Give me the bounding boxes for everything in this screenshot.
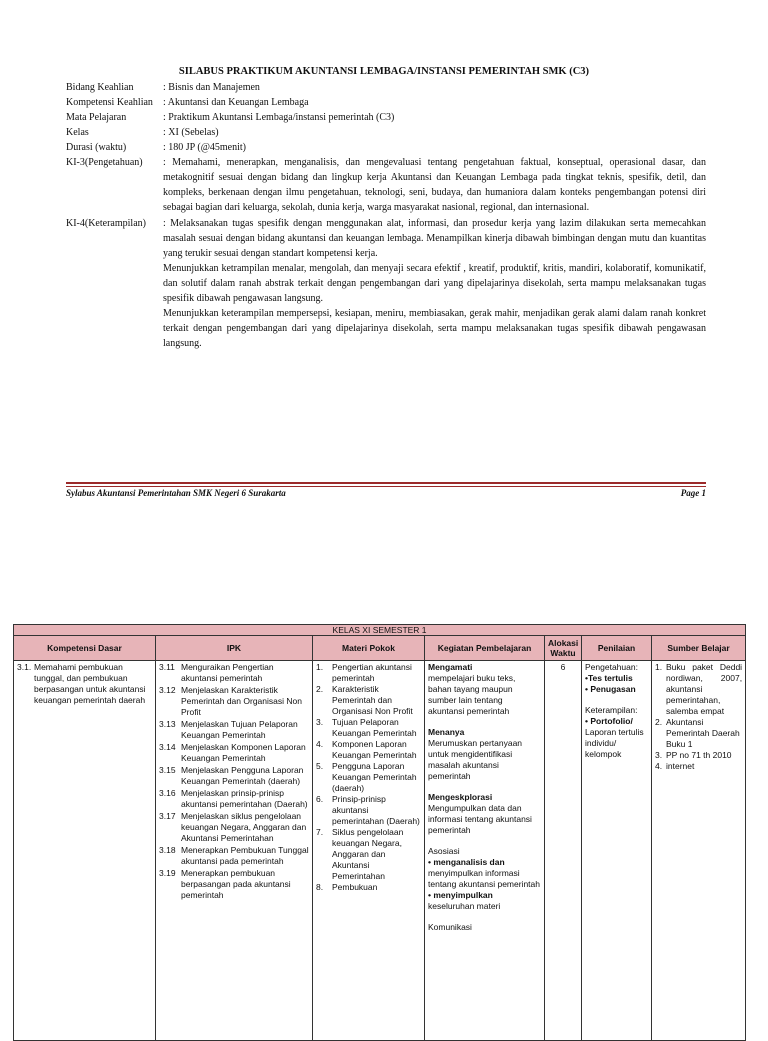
ki3-row: [66, 155, 706, 215]
penilaian-label: Keterampilan:: [585, 705, 638, 715]
ipk-text: Menjelaskan Komponen Laporan Keuangan Pemerintah: [181, 742, 306, 763]
sumber-item: [655, 750, 742, 761]
materi-item: [316, 827, 421, 882]
column-header-materi: Materi Pokok: [313, 636, 425, 661]
kd-text: Memahami pembukuan tunggal, dan pembukuan berpasangan untuk akuntansi keuangan pemerintah daerah: [34, 662, 146, 705]
sumber-text: Akuntansi Pemerintah Daerah Buku 1: [666, 717, 740, 749]
ipk-text: Menjelaskan Karakteristik Pemerintah dan Organisasi Non Profit: [181, 685, 302, 717]
kegiatan-heading-komunikasi: Komunikasi: [428, 922, 472, 932]
kd-item: [17, 662, 152, 706]
materi-number: 2.: [316, 684, 324, 694]
ki4-paragraph-2: Menunjukkan ketrampilan menalar, mengolah, dan menyaji secara efektif , kreatif, produktif, kritis, mandiri, kolaboratif, komunikatif, dan solutif dalam ranah abstrak terkait dengan pengembangan dari yang dipelajarinya disekolah, serta mampu melaksanakan tugas spesifik dibawah pengawasan langsung.: [163, 263, 706, 304]
ipk-item: [159, 662, 309, 684]
kegiatan-heading-menanya: Menanya: [428, 727, 465, 737]
kegiatan-text: Mengumpulkan data dan informasi tentang akuntansi pemerintah: [428, 803, 532, 835]
info-row-bidang: [66, 80, 706, 95]
ki4-text: [163, 216, 706, 351]
sumber-item: [655, 761, 742, 772]
sumber-number: 2.: [655, 717, 663, 727]
table-class-header: KELAS XI SEMESTER 1: [14, 625, 746, 636]
ipk-text: Menjelaskan Tujuan Pelaporan Keuangan Pemerintah: [181, 719, 298, 740]
materi-text: Karakteristik Pemerintah dan Organisasi Non Profit: [332, 684, 413, 716]
info-block: [66, 80, 706, 351]
ki3-text: : Memahami, menerapkan, menganalisis, dan mengevaluasi tentang pengetahuan faktual, konseptual, operasional dasar, dan metakognitif sesuai dengan bidang dan lingkup kerja Akuntansi dan Keuangan Lembaga pada tingkat teknis, spesifik, detil, dan kompleks, berkenaan dengan ilmu pengetahuan, teknologi, seni, budaya, dan humaniora dalam konteks pengembangan potensi diri sebagai bagian dari keluarga, sekolah, dunia kerja, warga masyarakat nasional, regional, dan internasional.: [163, 157, 706, 213]
sumber-number: 4.: [655, 761, 663, 771]
penilaian-bullet: • Portofolio/: [585, 716, 633, 726]
alokasi-cell: 6: [545, 661, 582, 1041]
ipk-text: Menerapkan Pembukuan Tunggal akuntansi pada pemerintah: [181, 845, 309, 866]
materi-text: Siklus pengelolaan keuangan Negara, Anggaran dan Akuntansi Pemerintahan: [332, 827, 404, 881]
info-label: Kompetensi Keahlian: [66, 97, 153, 108]
ipk-item: [159, 788, 309, 810]
ki4-label: KI-4(Keterampilan): [66, 218, 146, 229]
info-value: : 180 JP (@45menit): [163, 142, 247, 153]
syllabus-table: [13, 624, 746, 1041]
kegiatan-heading-mengeksplorasi: Mengeskplorasi: [428, 792, 493, 802]
ipk-text: Menjelaskan siklus pengelolaan keuangan Negara, Anggaran dan Akuntansi Pemerintahan: [181, 811, 307, 843]
materi-item: [316, 794, 421, 827]
materi-text: Prinsip-prinisp akuntansi pemerintahan (Daerah): [332, 794, 420, 826]
kd-cell: [14, 661, 156, 1041]
kegiatan-bullet: • menyimpulkan: [428, 890, 493, 900]
info-value: : XI (Sebelas): [163, 127, 219, 138]
ipk-text: Menguraikan Pengertian akuntansi pemerintah: [181, 662, 274, 683]
materi-number: 4.: [316, 739, 324, 749]
materi-item: [316, 882, 421, 893]
ipk-number: 3.17: [159, 811, 176, 821]
ipk-item: [159, 868, 309, 901]
kegiatan-text: keseluruhan materi: [428, 901, 501, 911]
ipk-number: 3.13: [159, 719, 176, 729]
ipk-item: [159, 685, 309, 718]
ipk-text: Menerapkan pembukuan berpasangan pada akuntansi pemerintah: [181, 868, 291, 900]
materi-number: 7.: [316, 827, 324, 837]
document-page-1: [0, 0, 768, 510]
ki4-row: [66, 216, 706, 351]
ipk-item: [159, 742, 309, 764]
info-row-kompetensi: [66, 95, 706, 110]
info-label: Bidang Keahlian: [66, 82, 134, 93]
sumber-text: internet: [666, 761, 695, 771]
column-header-kegiatan: Kegiatan Pembelajaran: [425, 636, 545, 661]
info-value: : Bisnis dan Manajemen: [163, 82, 260, 93]
column-header-ipk: IPK: [156, 636, 313, 661]
footer-page-number: Page 1: [680, 488, 706, 498]
materi-text: Pengertian akuntansi pemerintah: [332, 662, 412, 683]
materi-text: Pembukuan: [332, 882, 378, 892]
materi-item: [316, 739, 421, 761]
kd-number: 3.1.: [17, 662, 32, 672]
ipk-cell: [156, 661, 313, 1041]
ipk-item: [159, 765, 309, 787]
penilaian-label: Pengetahuan:: [585, 662, 638, 672]
footer-title: Sylabus Akuntansi Pemerintahan SMK Negeri 6 Surakarta: [66, 488, 286, 498]
info-value: : Akuntansi dan Keuangan Lembaga: [163, 97, 309, 108]
ki3-label: KI-3(Pengetahuan): [66, 157, 143, 168]
document-title: SILABUS PRAKTIKUM AKUNTANSI LEMBAGA/INSTANSI PEMERINTAH SMK (C3): [178, 66, 590, 77]
ipk-number: 3.14: [159, 742, 176, 752]
column-header-kd: Kompetensi Dasar: [14, 636, 156, 661]
footer-divider-thin: [66, 486, 706, 487]
ipk-text: Menjelaskan prinsip-prinisp akuntansi pemerintahan (Daerah): [181, 788, 308, 809]
ki4-paragraph-3: Menunjukkan keterampilan mempersepsi, kesiapan, meniru, membiasakan, gerak mahir, menjadikan gerak alami dalam ranah konkret terkait dengan pengembangan dari yang dipelajarinya disekolah, serta mampu melaksanakan tugas spesifik dibawah pengawasan langsung.: [163, 308, 706, 349]
footer-divider: [66, 482, 706, 484]
kegiatan-text: mempelajari buku teks, bahan tayang maupun sumber lain tentang akuntansi pemerintah: [428, 673, 516, 716]
kegiatan-heading-asosiasi: Asosiasi: [428, 846, 460, 856]
materi-number: 8.: [316, 882, 324, 892]
ipk-text: Menjelaskan Pengguna Laporan Keuangan Pemerintah (daerah): [181, 765, 304, 786]
penilaian-text: Laporan tertulis individu/ kelompok: [585, 727, 644, 759]
ipk-number: 3.19: [159, 868, 176, 878]
materi-item: [316, 684, 421, 717]
materi-cell: [313, 661, 425, 1041]
page-footer: [66, 488, 706, 498]
sumber-item: [655, 662, 742, 717]
column-header-alokasi: Alokasi Waktu: [545, 636, 582, 661]
materi-text: Pengguna Laporan Keuangan Pemerintah (daerah): [332, 761, 417, 793]
materi-number: 3.: [316, 717, 324, 727]
column-header-penilaian: Penilaian: [582, 636, 652, 661]
materi-item: [316, 761, 421, 794]
info-row-durasi: [66, 140, 706, 155]
penilaian-bullet: •Tes tertulis: [585, 673, 633, 683]
table-row: [14, 661, 746, 1041]
ki4-paragraph-1: : Melaksanakan tugas spesifik dengan menggunakan alat, informasi, dan prosedur kerja yang lazim dilakukan serta memecahkan masalah sesuai dengan bidang akuntansi dan keuangan lembaga. Menampilkan kinerja dibawah bimbingan dengan mutu dan kuantitas yang terukir sesuai dengan standart kompetensi kerja.: [163, 218, 706, 259]
sumber-text: Buku paket Deddi nordiwan, 2007, akuntansi pemerintahan, salemba empat: [666, 662, 743, 716]
penilaian-bullet: • Penugasan: [585, 684, 636, 694]
sumber-number: 1.: [655, 662, 663, 672]
info-label: Mata Pelajaran: [66, 112, 127, 123]
penilaian-cell: [582, 661, 652, 1041]
info-row-mapel: [66, 110, 706, 125]
info-label: Durasi (waktu): [66, 142, 127, 153]
table-header-row: [14, 636, 746, 661]
info-row-kelas: [66, 125, 706, 140]
kegiatan-text: menyimpulkan informasi tentang akuntansi pemerintah: [428, 868, 540, 889]
materi-item: [316, 662, 421, 684]
info-value: : Praktikum Akuntansi Lembaga/instansi pemerintah (C3): [163, 112, 395, 123]
ipk-number: 3.16: [159, 788, 176, 798]
sumber-item: [655, 717, 742, 750]
column-header-sumber: Sumber Belajar: [652, 636, 746, 661]
ipk-number: 3.18: [159, 845, 176, 855]
kegiatan-cell: [425, 661, 545, 1041]
ipk-number: 3.15: [159, 765, 176, 775]
sumber-text: PP no 71 th 2010: [666, 750, 732, 760]
materi-text: Tujuan Pelaporan Keuangan Pemerintah: [332, 717, 417, 738]
materi-text: Komponen Laporan Keuangan Pemerintah: [332, 739, 417, 760]
info-label: Kelas: [66, 127, 89, 138]
kegiatan-heading-mengamati: Mengamati: [428, 662, 473, 672]
materi-number: 1.: [316, 662, 324, 672]
kegiatan-text: Merumuskan pertanyaan untuk mengidentifikasi masalah akuntansi pemerintah: [428, 738, 523, 781]
sumber-number: 3.: [655, 750, 663, 760]
materi-number: 5.: [316, 761, 324, 771]
kegiatan-bullet: • menganalisis dan: [428, 857, 505, 867]
ipk-number: 3.12: [159, 685, 176, 695]
sumber-cell: [652, 661, 746, 1041]
ipk-item: [159, 719, 309, 741]
ipk-number: 3.11: [159, 662, 175, 672]
ipk-item: [159, 845, 309, 867]
materi-number: 6.: [316, 794, 324, 804]
materi-item: [316, 717, 421, 739]
ipk-item: [159, 811, 309, 844]
